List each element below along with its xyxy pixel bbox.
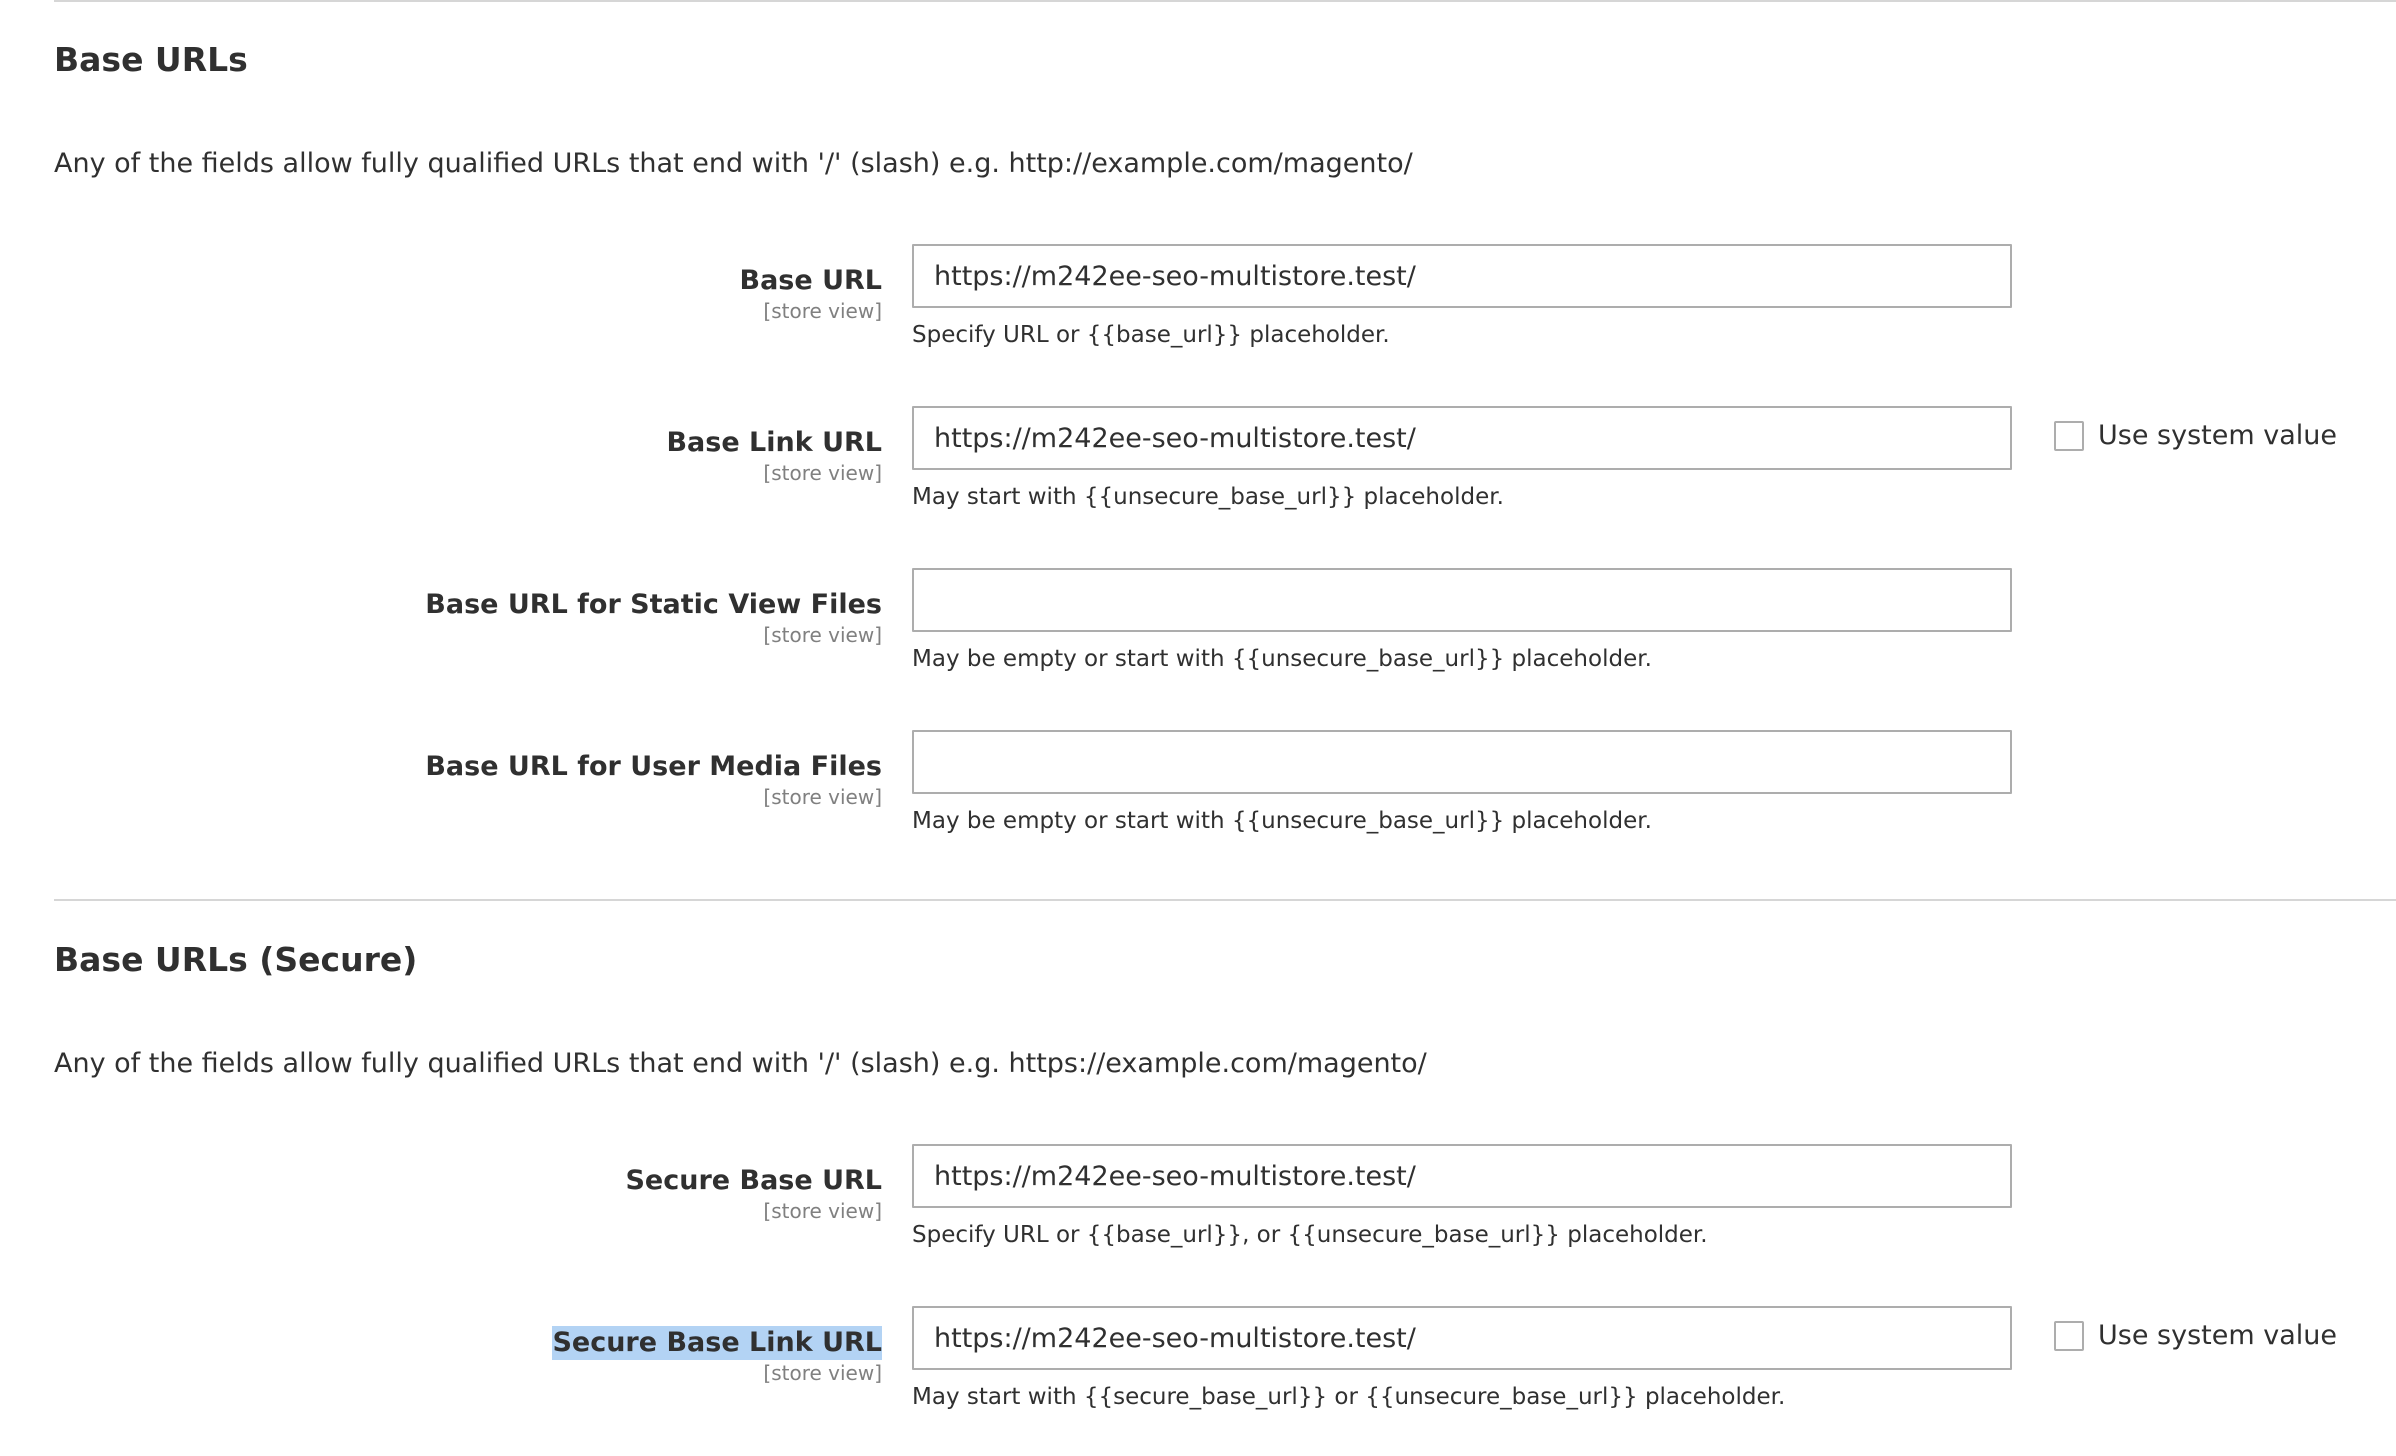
field-note: Specify URL or {{base_url}}, or {{unsecure_base_url}} placeholder.	[912, 1222, 1708, 1248]
field-label: Secure Base URL	[625, 1165, 882, 1196]
field-label-group	[425, 588, 882, 648]
use-system-value-checkbox[interactable]	[2054, 1321, 2084, 1351]
field-label: Base Link URL	[666, 427, 882, 458]
field-label: Secure Base Link URL	[552, 1327, 882, 1358]
field-label-group	[739, 264, 882, 324]
use-system-value-checkbox[interactable]	[2054, 421, 2084, 451]
field-row-static-view-files	[0, 568, 2396, 718]
field-label: Base URL for Static View Files	[425, 589, 882, 620]
field-row-base-link-url	[0, 406, 2396, 556]
static-view-files-url-input[interactable]	[912, 568, 2012, 632]
field-note: May be empty or start with {{unsecure_base_url}} placeholder.	[912, 646, 1652, 672]
scope-label: [store view]	[763, 1361, 882, 1385]
field-row-secure-base-link-url	[0, 1306, 2396, 1456]
scope-label: [store view]	[763, 785, 882, 809]
secure-base-link-url-input[interactable]	[912, 1306, 2012, 1370]
section-title-base-urls: Base URLs	[54, 40, 248, 79]
section-title-base-urls-secure: Base URLs (Secure)	[54, 940, 418, 979]
use-system-value-toggle[interactable]	[2054, 420, 2337, 451]
use-system-value-label[interactable]: Use system value	[2098, 420, 2337, 451]
top-divider	[54, 0, 2396, 2]
field-note: May start with {{unsecure_base_url}} placeholder.	[912, 484, 1504, 510]
scope-label: [store view]	[763, 461, 882, 485]
use-system-value-label[interactable]: Use system value	[2098, 1320, 2337, 1351]
field-row-base-url	[0, 244, 2396, 394]
section-note-base-urls-secure: Any of the fields allow fully qualified URLs that end with '/' (slash) e.g. https://example.com/magento/	[54, 1048, 1427, 1079]
scope-label: [store view]	[763, 623, 882, 647]
field-note: May start with {{secure_base_url}} or {{unsecure_base_url}} placeholder.	[912, 1384, 1786, 1410]
field-label-group	[666, 426, 882, 486]
base-link-url-input[interactable]	[912, 406, 2012, 470]
base-url-input[interactable]	[912, 244, 2012, 308]
field-label-group	[425, 750, 882, 810]
field-row-user-media-files	[0, 730, 2396, 880]
field-label-group	[552, 1326, 882, 1386]
user-media-files-url-input[interactable]	[912, 730, 2012, 794]
scope-label: [store view]	[763, 299, 882, 323]
secure-base-url-input[interactable]	[912, 1144, 2012, 1208]
field-label-group	[625, 1164, 882, 1224]
section-note-base-urls: Any of the fields allow fully qualified URLs that end with '/' (slash) e.g. http://example.com/magento/	[54, 148, 1413, 179]
field-row-secure-base-url	[0, 1144, 2396, 1294]
scope-label: [store view]	[763, 1199, 882, 1223]
field-note: Specify URL or {{base_url}} placeholder.	[912, 322, 1390, 348]
use-system-value-toggle[interactable]	[2054, 1320, 2337, 1351]
field-label: Base URL	[739, 265, 882, 296]
section-divider	[54, 899, 2396, 901]
field-note: May be empty or start with {{unsecure_base_url}} placeholder.	[912, 808, 1652, 834]
field-label: Base URL for User Media Files	[425, 751, 882, 782]
